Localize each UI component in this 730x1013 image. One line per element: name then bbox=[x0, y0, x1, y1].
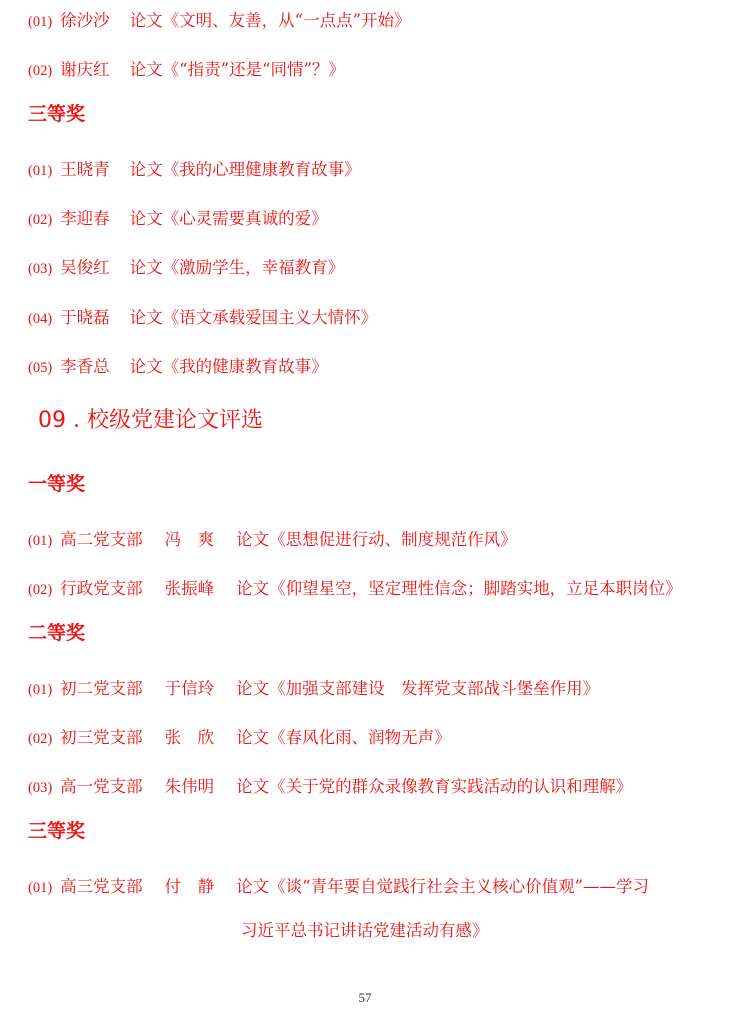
page-number: 57 bbox=[358, 990, 372, 1005]
author-name: 于晓磊 bbox=[60, 308, 110, 327]
item-number: (02) bbox=[28, 731, 53, 747]
list-item bbox=[28, 308, 377, 329]
award-heading: 三等奖 bbox=[28, 103, 86, 125]
list-item bbox=[28, 877, 649, 898]
author-name: 李香总 bbox=[60, 357, 110, 376]
item-number: (03) bbox=[28, 780, 53, 796]
author-name: 朱伟明 bbox=[164, 777, 215, 796]
list-item bbox=[28, 160, 361, 181]
item-number: (03) bbox=[28, 261, 53, 277]
author-name: 徐沙沙 bbox=[60, 11, 110, 30]
item-number: (01) bbox=[28, 163, 53, 179]
paper-title: 论文《心灵需要真诚的爱》 bbox=[129, 209, 328, 228]
item-number: (01) bbox=[28, 682, 53, 698]
paper-title: 论文《仰望星空，坚定理性信念；脚踏实地，立足本职岗位》 bbox=[236, 579, 682, 598]
author-name: 谢庆红 bbox=[60, 60, 110, 79]
author-name: 付 静 bbox=[164, 877, 215, 896]
branch-name: 高二党支部 bbox=[60, 530, 143, 549]
paper-title: 论文《语文承载爱国主义大情怀》 bbox=[129, 308, 378, 327]
item-number: (04) bbox=[28, 311, 53, 327]
list-item bbox=[28, 258, 344, 279]
branch-name: 行政党支部 bbox=[60, 579, 143, 598]
author-name: 冯 爽 bbox=[164, 530, 215, 549]
paper-title: 论文《“指责”还是“同情”？》 bbox=[129, 60, 345, 79]
item-number: (01) bbox=[28, 533, 53, 549]
branch-name: 高三党支部 bbox=[60, 877, 143, 896]
branch-name: 初三党支部 bbox=[60, 728, 143, 747]
list-item bbox=[28, 530, 517, 551]
paper-title: 论文《我的健康教育故事》 bbox=[129, 357, 328, 376]
branch-name: 高一党支部 bbox=[60, 777, 143, 796]
author-name: 王晓青 bbox=[60, 160, 110, 179]
list-item bbox=[28, 728, 451, 749]
paper-title: 论文《激励学生，幸福教育》 bbox=[129, 258, 345, 277]
author-name: 张振峰 bbox=[164, 579, 215, 598]
list-item bbox=[28, 357, 328, 378]
list-item bbox=[28, 679, 599, 700]
item-number: (01) bbox=[28, 14, 53, 30]
award-heading: 二等奖 bbox=[28, 622, 86, 644]
list-item bbox=[28, 209, 328, 230]
section-heading: 09 . 校级党建论文评选 bbox=[38, 408, 263, 433]
award-heading: 一等奖 bbox=[28, 473, 86, 495]
list-item bbox=[28, 11, 411, 32]
item-number: (01) bbox=[28, 880, 53, 896]
list-item bbox=[28, 60, 345, 81]
branch-name: 初二党支部 bbox=[60, 679, 143, 698]
paper-title: 论文《谈“青年要自觉践行社会主义核心价值观”——学习 bbox=[236, 877, 650, 896]
paper-title: 论文《关于党的群众录像教育实践活动的认识和理解》 bbox=[236, 777, 633, 796]
item-number: (02) bbox=[28, 212, 53, 228]
paper-title: 论文《思想促进行动、制度规范作风》 bbox=[236, 530, 517, 549]
author-name: 张 欣 bbox=[164, 728, 215, 747]
author-name: 于信玲 bbox=[164, 679, 215, 698]
author-name: 吴俊红 bbox=[60, 258, 110, 277]
paper-title: 论文《加强支部建设 发挥党支部战斗堡垒作用》 bbox=[236, 679, 600, 698]
author-name: 李迎春 bbox=[60, 209, 110, 228]
paper-title-continuation: 习近平总书记讲话党建活动有感》 bbox=[241, 921, 489, 940]
list-item bbox=[28, 579, 682, 600]
paper-title: 论文《文明、友善，从“一点点”开始》 bbox=[129, 11, 411, 30]
list-item bbox=[28, 777, 632, 798]
award-heading: 三等奖 bbox=[28, 820, 86, 842]
item-number: (02) bbox=[28, 582, 53, 598]
item-number: (02) bbox=[28, 63, 53, 79]
paper-title: 论文《我的心理健康教育故事》 bbox=[129, 160, 361, 179]
paper-title: 论文《春风化雨、润物无声》 bbox=[236, 728, 451, 747]
item-number: (05) bbox=[28, 360, 53, 376]
